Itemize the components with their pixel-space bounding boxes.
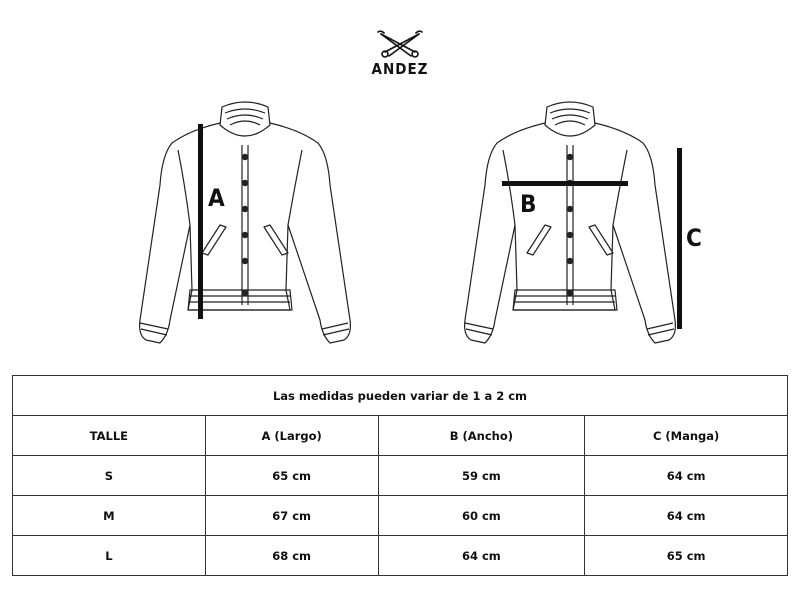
- cell-size: L: [13, 536, 206, 576]
- cell-length: 68 cm: [205, 536, 378, 576]
- safety-pins-icon: [375, 30, 425, 58]
- cell-width: 59 cm: [378, 456, 585, 496]
- cell-size: M: [13, 496, 206, 536]
- measure-c-line: [677, 148, 682, 329]
- jacket-front-diagram-width-sleeve: [455, 95, 685, 350]
- cell-width: 60 cm: [378, 496, 585, 536]
- measure-c-label: C: [686, 224, 702, 252]
- cell-width: 64 cm: [378, 536, 585, 576]
- table-caption-row: [13, 376, 788, 416]
- measure-b-label: B: [520, 190, 537, 218]
- cell-sleeve: 65 cm: [585, 536, 788, 576]
- cell-sleeve: 64 cm: [585, 456, 788, 496]
- cell-size: S: [13, 456, 206, 496]
- cell-length: 65 cm: [205, 456, 378, 496]
- brand-name: ANDEZ: [371, 60, 429, 78]
- measure-b-line: [502, 181, 628, 186]
- measure-a-line: [198, 124, 203, 319]
- table-row: [13, 496, 788, 536]
- brand-logo: [360, 30, 440, 82]
- table-caption: Las medidas pueden variar de 1 a 2 cm: [13, 376, 788, 416]
- header-length: A (Largo): [205, 416, 378, 456]
- header-size: TALLE: [13, 416, 206, 456]
- size-table: [12, 375, 788, 576]
- measure-a-label: A: [208, 184, 225, 212]
- cell-sleeve: 64 cm: [585, 496, 788, 536]
- table-row: [13, 456, 788, 496]
- header-sleeve: C (Manga): [585, 416, 788, 456]
- cell-length: 67 cm: [205, 496, 378, 536]
- table-header-row: [13, 416, 788, 456]
- table-row: [13, 536, 788, 576]
- jacket-front-diagram-length: [130, 95, 360, 350]
- header-width: B (Ancho): [378, 416, 585, 456]
